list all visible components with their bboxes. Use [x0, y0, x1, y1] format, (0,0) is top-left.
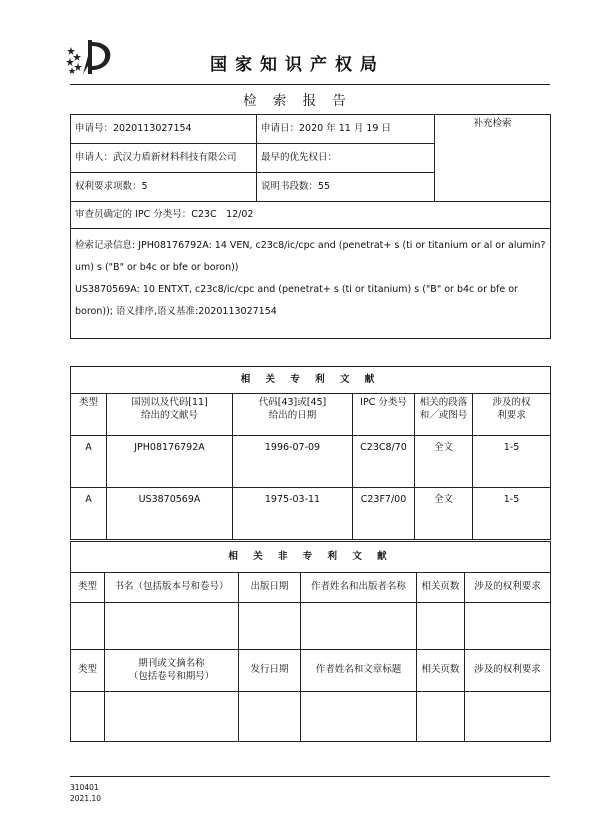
- book-header-pages: 相关页数: [417, 573, 465, 603]
- row-claims: 1-5: [473, 436, 551, 488]
- row-paragraphs: 全文: [415, 488, 473, 540]
- row-ipc: C23F7/00: [353, 488, 415, 540]
- row-claims: 1-5: [473, 488, 551, 540]
- search-record-cell: [71, 229, 551, 339]
- applicant-label: 申请人：: [75, 151, 114, 163]
- description-paragraphs-label: 说明书段数：: [261, 180, 319, 192]
- claims-count-label: 权利要求项数：: [75, 180, 142, 192]
- header-type: 类型: [71, 394, 107, 436]
- journal-header-pages: 相关页数: [417, 650, 465, 692]
- journal-header-title: [105, 650, 239, 692]
- table-row: [71, 488, 551, 540]
- header-country-code-line2: 给出的文献号: [140, 409, 198, 421]
- header-date-code-line1: 代码[43]或[45]: [258, 397, 327, 408]
- description-paragraphs-cell: [257, 173, 435, 202]
- journal-header-title-line2: （包括卷号和期号）: [128, 670, 215, 682]
- applicant-name: 武汉力盾新材料科技有限公司: [113, 151, 237, 163]
- book-header-author: 作者姓名和出版者名称: [301, 573, 417, 603]
- supplementary-search-label: 补充检索: [473, 118, 512, 129]
- header-country-code-line1: 国别以及代码[11]: [131, 397, 208, 408]
- header-paragraphs: [415, 394, 473, 436]
- supplementary-search-cell: [435, 115, 551, 202]
- org-title: 国家知识产权局: [210, 55, 385, 75]
- journal-header-pub-date: 发行日期: [239, 650, 301, 692]
- row-type: A: [71, 488, 107, 540]
- journal-header-title-line1: 期刊或文摘名称: [138, 657, 205, 669]
- row-type: A: [71, 436, 107, 488]
- header-claims-line1: 涉及的权: [492, 397, 531, 408]
- row-doc-number: US3870569A: [107, 488, 233, 540]
- header-date-code-line2: 给出的日期: [268, 409, 317, 421]
- priority-date-label: 最早的优先权日：: [261, 151, 338, 163]
- claims-count: 5: [141, 180, 148, 192]
- header-claims-line2: 利要求: [497, 409, 526, 421]
- ipc-classification: C23C 12/02: [191, 208, 254, 220]
- header-claims: [473, 394, 551, 436]
- patent-documents-title: 相 关 专 利 文 献: [71, 367, 551, 394]
- application-number: 2020113027154: [113, 122, 192, 134]
- application-info-table: [70, 114, 551, 339]
- applicant-cell: [71, 144, 257, 173]
- title-divider: [70, 84, 550, 85]
- book-header-claims: 涉及的权利要求: [465, 573, 551, 603]
- journal-empty-row: [71, 692, 551, 742]
- form-version: 2021.10: [70, 794, 102, 803]
- journal-header-type: 类型: [71, 650, 105, 692]
- search-record-line: 检索记录信息: JPH08176792A: 14 VEN, c23c8/ic/cpc and (penetrat+ s (ti or titanium or al or alumin?um) s ("B" or b4c or bfe or boron)): [75, 240, 546, 273]
- book-empty-row: [71, 603, 551, 650]
- book-header-pub-date: 出版日期: [239, 573, 301, 603]
- header-paragraphs-line1: 相关的段落: [419, 397, 468, 408]
- nonpatent-documents-title: 相 关 非 专 利 文 献: [71, 542, 551, 573]
- application-date-cell: [257, 115, 435, 144]
- journal-header-claims: 涉及的权利要求: [465, 650, 551, 692]
- row-doc-number: JPH08176792A: [107, 436, 233, 488]
- ipc-classification-cell: [71, 202, 551, 229]
- priority-date-cell: [257, 144, 435, 173]
- row-ipc: C23C8/70: [353, 436, 415, 488]
- book-header-type: 类型: [71, 573, 105, 603]
- row-date: 1996-07-09: [233, 436, 353, 488]
- application-date: 2020 年 11 月 19 日: [299, 122, 391, 134]
- search-record-line: US3870569A: 10 ENTXT, c23c8/ic/cpc and (penetrat+ s (ti or titanium) s ("B" or b4c or bfe or boron)); 语义排序,语义基准:2020113027154: [75, 284, 518, 317]
- application-date-label: 申请日：: [261, 122, 300, 134]
- claims-count-cell: [71, 173, 257, 202]
- table-row: [71, 436, 551, 488]
- row-date: 1975-03-11: [233, 488, 353, 540]
- application-number-label: 申请号：: [75, 122, 114, 134]
- description-paragraphs: 55: [318, 180, 331, 192]
- form-code: 310401: [70, 783, 99, 792]
- header-date-code: [233, 394, 353, 436]
- header-ipc: IPC 分类号: [353, 394, 415, 436]
- nonpatent-documents-table: [70, 541, 551, 742]
- header-country-code: [107, 394, 233, 436]
- ipc-classification-label: 审查员确定的 IPC 分类号：: [75, 208, 192, 220]
- row-paragraphs: 全文: [415, 436, 473, 488]
- book-header-title: 书名（包括版本号和卷号）: [105, 573, 239, 603]
- report-title: 检 索 报 告: [243, 93, 352, 109]
- footer-divider: [70, 776, 550, 777]
- journal-header-author: 作者姓名和文章标题: [301, 650, 417, 692]
- application-number-cell: [71, 115, 257, 144]
- header-paragraphs-line2: 和／或图号: [419, 409, 468, 421]
- patent-documents-table: [70, 366, 551, 540]
